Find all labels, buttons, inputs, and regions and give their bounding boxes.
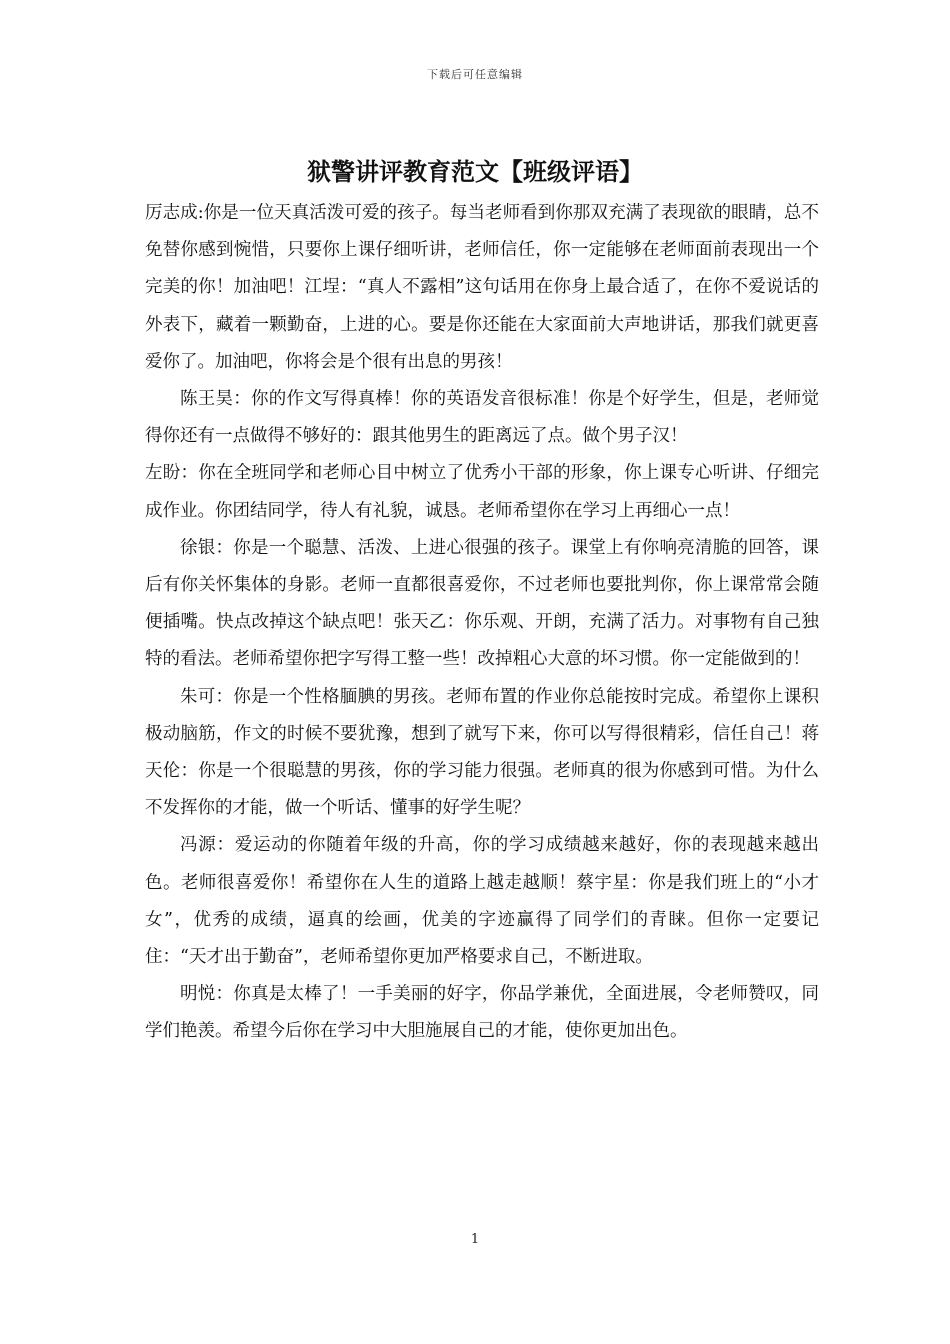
page-number: 1 — [470, 1232, 480, 1247]
paragraph-7: 明悦：你真是太棒了！一手美丽的好字，你品学兼优，全面进展，令老师赞叹，同学们艳羡。希望今后你在学习中大胆施展自己的才能，使你更加出色。 — [145, 984, 819, 1042]
document-body — [145, 195, 819, 1051]
paragraph-5: 朱可：你是一个性格腼腆的男孩。老师布置的作业你总能按时完成。希望你上课积极动脑筋，作文的时候不要犹豫，想到了就写下来，你可以写得很精彩，信任自己！蒋天伦：你是一个很聪慧的男孩，你的学习能力很强。老师真的很为你感到可惜。为什么不发挥你的才能，做一个听话、懂事的好学生呢？ — [145, 686, 819, 819]
paragraph-1: 厉志成:你是一位天真活泼可爱的孩子。每当老师看到你那双充满了表现欲的眼睛，总不免替你感到惋惜，只要你上课仔细听讲，老师信任，你一定能够在老师面前表现出一个完美的你！加油吧！江埕：“真人不露相”这句话用在你身上最合适了，在你不爱说话的外表下，藏着一颗勤奋，上进的心。要是你还能在大家面前大声地讲话，那我们就更喜爱你了。加油吧，你将会是个很有出息的男孩！ — [145, 203, 819, 372]
document-title: 狱警讲评教育范文【班级评语】 — [307, 157, 643, 186]
paragraph-4: 徐银：你是一个聪慧、活泼、上进心很强的孩子。课堂上有你响亮清脆的回答，课后有你关怀集体的身影。老师一直都很喜爱你，不过老师也要批判你，你上课常常会随便插嘴。快点改掉这个缺点吧！张天乙：你乐观、开朗，充满了活力。对事物有自己独特的看法。老师希望你把字写得工整一些！改掉粗心大意的坏习惯。你一定能做到的！ — [145, 537, 819, 670]
paragraph-3: 左盼：你在全班同学和老师心目中树立了优秀小干部的形象，你上课专心听讲、仔细完成作业。你团结同学，待人有礼貌，诚恳。老师希望你在学习上再细心一点！ — [145, 463, 819, 521]
paragraph-2: 陈王昊：你的作文写得真棒！你的英语发音很标准！你是个好学生，但是，老师觉得你还有一点做得不够好的：跟其他男生的距离远了点。做个男子汉！ — [145, 389, 819, 447]
page-header-note: 下载后可任意编辑 — [427, 68, 523, 81]
paragraph-6: 冯源：爱运动的你随着年级的升高，你的学习成绩越来越好，你的表现越来越出色。老师很喜爱你！希望你在人生的道路上越走越顺！蔡宇星：你是我们班上的“小才女”，优秀的成绩，逼真的绘画，优美的字迹赢得了同学们的青睐。但你一定要记住：“天才出于勤奋”，老师希望你更加严格要求自己，不断进取。 — [145, 835, 819, 968]
